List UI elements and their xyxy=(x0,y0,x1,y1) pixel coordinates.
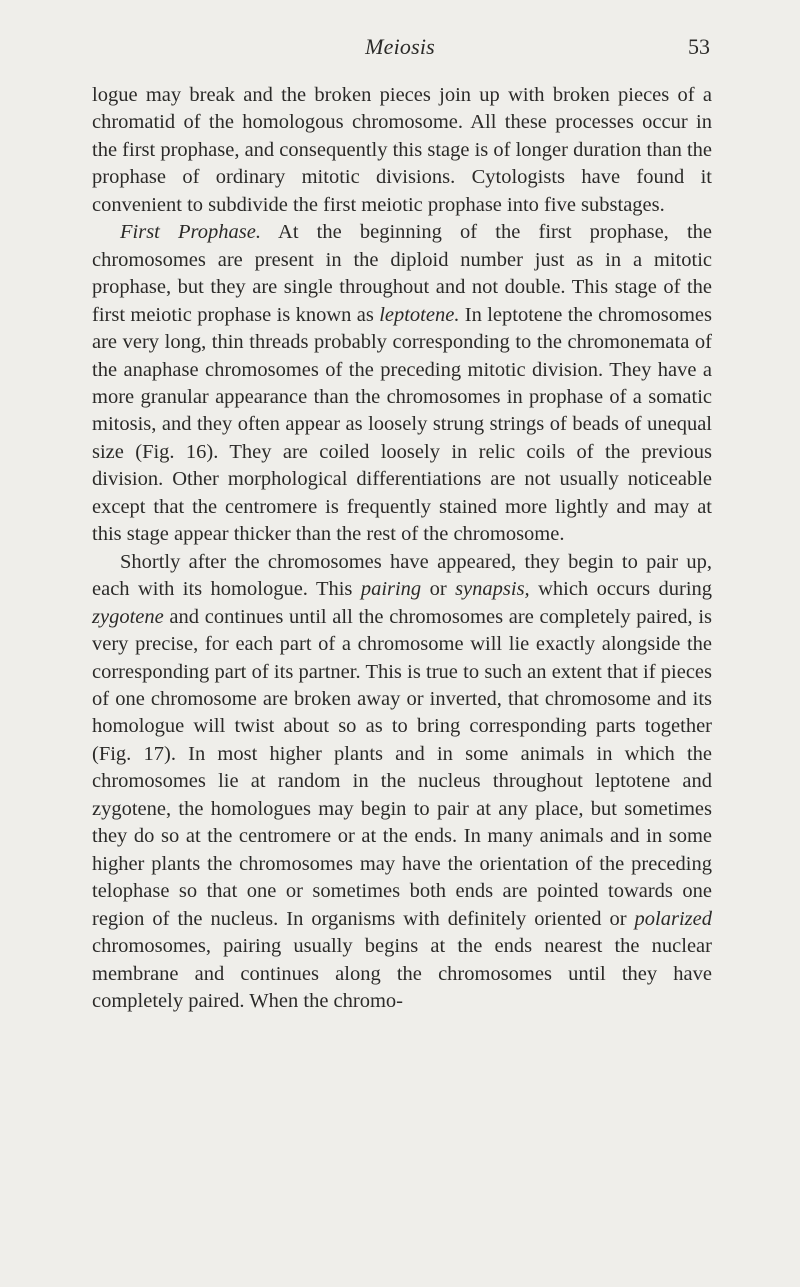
text-run: logue may break and the broken pieces join up with broken pieces of a chromatid of the homologous chromosome. All these processes occur in the first prophase, and consequently this stage is of longer duration than the prophase of ordinary mitotic divisions. Cytologists have found it convenient to subdivide the first meiotic prophase into five substages. xyxy=(92,84,712,216)
text-run: which occurs during xyxy=(529,578,713,601)
running-head xyxy=(90,34,710,66)
page-number: 53 xyxy=(688,34,710,59)
text-run: chromosomes, pairing usually begins at the ends nearest the nuclear membrane and continues along the chromosomes until they have completely paired. When the chromo- xyxy=(92,935,712,1012)
emphasis-term: polarized xyxy=(634,907,712,930)
text-run: Shortly after the chromosomes have appeared, they begin to pair up, each with its homologue. This xyxy=(92,550,712,601)
paragraph xyxy=(92,82,712,219)
text-run: At the beginning of the first prophase, the chromosomes are present in the diploid number just as in a mitotic prophase, but they are single throughout and not double. This stage of the first meiotic prophase is known as xyxy=(92,221,713,326)
body-text xyxy=(92,82,712,1015)
running-title: Meiosis xyxy=(365,34,435,59)
text-run: and continues until all the chromosomes are completely paired, is very precise, for each part of a chromosome will lie exactly alongside the corresponding part of its partner. This is true to such an extent that if pieces of one chromosome are broken away or inverted, that chromosome and its homologue will twist about so as to bring corresponding parts together (Fig. 17). In most higher plants and in some animals in which the chromosomes lie at random in the nucleus throughout leptotene and zygotene, the homologues may begin to pair at any place, but sometimes they do so at the centromere or at the ends. In many animals and in some higher plants the chromosomes may have the orientation of the preceding telophase so that one or sometimes both ends are pointed towards one region of the nucleus. In organisms with definitely oriented or xyxy=(92,605,712,930)
emphasis-term: leptotene. xyxy=(379,303,460,326)
paragraph xyxy=(92,549,712,1016)
emphasis-term: synapsis, xyxy=(455,578,530,601)
text-run: or xyxy=(421,578,456,601)
paragraph xyxy=(92,219,712,548)
emphasis-term: pairing xyxy=(360,578,422,601)
emphasis-term: First Prophase. xyxy=(120,221,261,244)
text-run: In leptotene the chromosomes are very long, thin threads probably corresponding to the chromonemata of the anaphase chromosomes of the preceding mitotic division. They have a more granular appearance than the chromosomes in prophase of a somatic mitosis, and they often appear as loosely strung strings of beads of unequal size (Fig. 16). They are coiled loosely in relic coils of the previous division. Other morphological differentiations are not usually noticeable except that the centromere is frequently stained more lightly and may at this stage appear thicker than the rest of the chromosome. xyxy=(92,303,712,546)
emphasis-term: zygotene xyxy=(92,605,164,628)
